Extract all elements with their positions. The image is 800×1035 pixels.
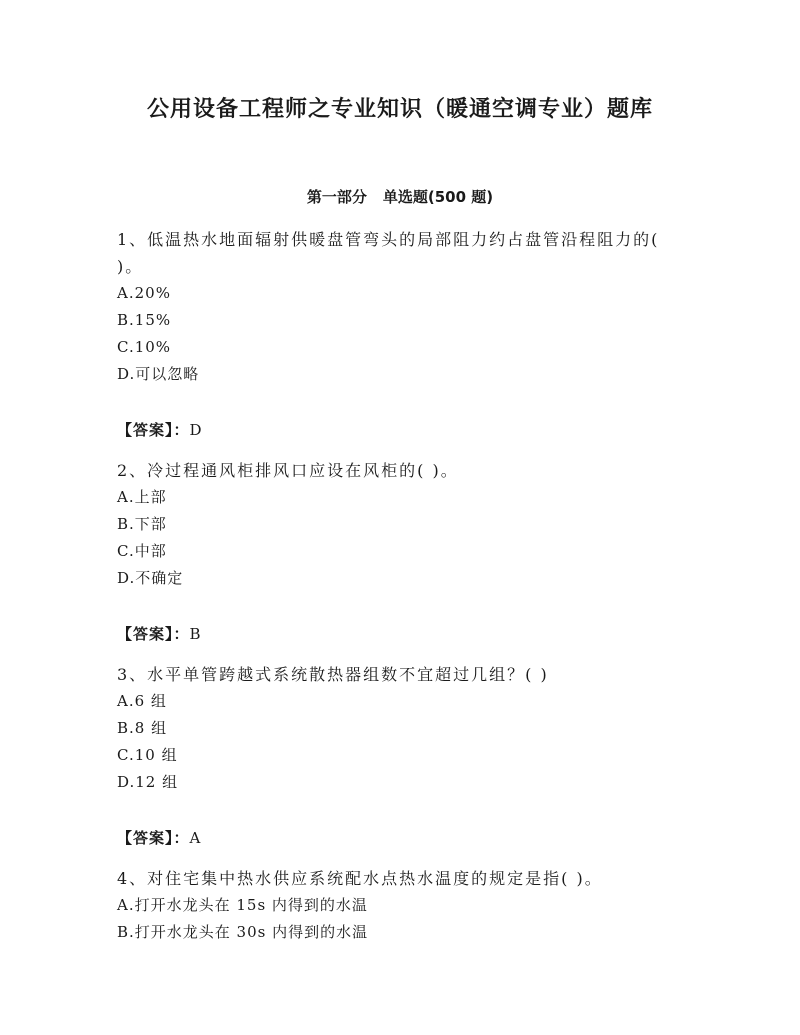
option-b: B.打开水龙头在 30s 内得到的水温 xyxy=(117,923,369,941)
answer-label: 【答案】： xyxy=(117,829,190,847)
option-a: A.20% xyxy=(117,284,171,302)
option-b: B.8 组 xyxy=(117,719,168,737)
answer-line xyxy=(117,621,677,648)
answer-value: B xyxy=(189,625,202,643)
answer-line xyxy=(117,825,677,852)
section-name: 单选题(500 题) xyxy=(382,188,494,206)
question-stem: 2、冷过程通风柜排风口应设在风柜的( )。 xyxy=(117,461,459,480)
question-stem: 3、水平单管跨越式系统散热器组数不宜超过几组？( ) xyxy=(117,665,549,684)
question-4 xyxy=(117,865,677,946)
answer-label: 【答案】： xyxy=(117,625,190,643)
option-d: D.12 组 xyxy=(117,773,179,791)
section-part: 第一部分 xyxy=(306,188,367,206)
answer-line xyxy=(117,417,677,444)
question-stem-continued: )。 xyxy=(117,257,144,276)
answer-value: A xyxy=(189,829,202,847)
option-a: A.上部 xyxy=(117,488,167,506)
question-2 xyxy=(117,457,677,648)
option-c: C.10 组 xyxy=(117,746,178,764)
section-heading xyxy=(0,186,800,207)
question-3 xyxy=(117,661,677,852)
option-d: D.不确定 xyxy=(117,569,184,587)
option-d: D.可以忽略 xyxy=(117,365,200,383)
answer-value: D xyxy=(189,421,203,439)
option-b: B.下部 xyxy=(117,515,167,533)
question-list xyxy=(117,226,677,946)
document-title: 公用设备工程师之专业知识（暖通空调专业）题库 xyxy=(146,97,653,122)
option-b: B.15% xyxy=(117,311,172,329)
option-c: C.10% xyxy=(117,338,172,356)
option-c: C.中部 xyxy=(117,542,167,560)
option-a: A.6 组 xyxy=(117,692,167,710)
question-1 xyxy=(117,226,677,444)
question-stem: 1、低温热水地面辐射供暖盘管弯头的局部阻力约占盘管沿程阻力的( xyxy=(117,230,660,249)
question-stem: 4、对住宅集中热水供应系统配水点热水温度的规定是指( )。 xyxy=(117,869,603,888)
option-a: A.打开水龙头在 15s 内得到的水温 xyxy=(117,896,368,914)
answer-label: 【答案】： xyxy=(117,421,190,439)
